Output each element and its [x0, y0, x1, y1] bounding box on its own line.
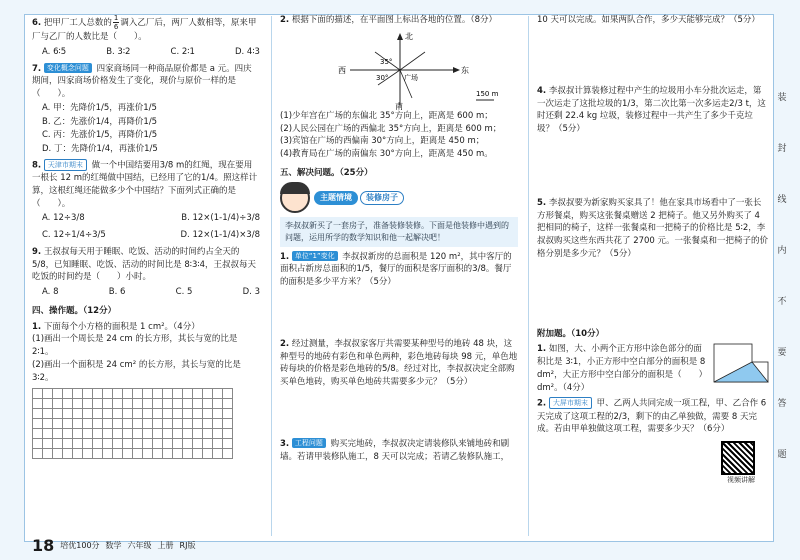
option-a[interactable]: A. 甲：先降价1/5，再涨价1/5 [42, 102, 157, 113]
theme-intro: 李叔叔新买了一套房子，准备装修装修。下面是他装修中遇到的问题，运用所学的数学知识和他一起解决吧！ [280, 217, 518, 247]
question-text: 调入乙厂后，两厂人数相等，原来甲厂与乙厂的人数比是（ ）。 [32, 18, 257, 42]
question-text: 购买完地砖，李叔叔决定请装修队来铺地砖和刷墙。若请甲装修队施工，8 天可以完成；若请乙装修队施工， [280, 438, 510, 462]
east-arrow-icon [453, 67, 460, 73]
sidebar-char: 答 [777, 399, 787, 409]
question-text: 如图，大、小两个正方形中涂色部分的面积比是 3∶1，小正方形中空白部分的面积是 8 dm²，大正方形中空白部分的面积是（ ）dm²。（4分） [537, 344, 708, 393]
question-text: 把甲厂工人总数的 [43, 18, 112, 28]
option-b[interactable]: B. 12×(1-1/4)÷3/8 [181, 213, 260, 224]
numerator: 1 [113, 14, 119, 22]
op2-item: (1)少年宫在广场的东偏北 35°方向上，距离是 600 m； [280, 110, 493, 121]
problem-3 [280, 438, 518, 464]
question-text: 李叔叔新房的总面积是 120 m²，其中客厅的面积占新房总面积的1/5，餐厅的面积是客厅面积的3/8。餐厅的面积是多少平方米？（5分） [280, 251, 512, 287]
sidebar-char: 封 [777, 144, 787, 154]
extra-1 [537, 343, 769, 394]
sidebar-char: 线 [777, 195, 787, 205]
question-text: 李叔叔要为新家购买家具了！他在家具市场看中了一张长方形餐桌，购买这张餐桌赠送 2 把椅子。他又另外购买了 4 把相同的椅子，这样一张餐桌和一把椅子的价格比是 5∶2，李叔叔购买这些东西共花了 2700 元。一张餐桌和一把椅子的价格分别是多少元？（5分） [537, 197, 769, 259]
question-number: 2. [280, 338, 290, 349]
option-c[interactable]: C. 5 [175, 287, 193, 297]
question-number: 3. [280, 438, 290, 449]
west-label: 西 [338, 65, 346, 75]
section-heading: 五、解决问题。（25分） [280, 167, 373, 178]
options [42, 229, 260, 242]
scale-label: 150 m [476, 89, 499, 98]
option-c[interactable]: C. 丙：先涨价1/5，再降价1/5 [42, 130, 158, 141]
question-text: 经过测量，李叔叔家客厅共需要某种型号的地砖 48 块，这种型号的地砖有彩色和单色两种，彩色地砖每块 98 元，单色地砖每块的价格是彩色地砖的5/8。经过对比，李叔叔决定全部购买单色地砖，购买单色地砖共需要多少元？（5分） [280, 338, 518, 387]
problem-1 [280, 251, 518, 289]
sidebar-char: 内 [777, 246, 787, 256]
qr-code-icon[interactable] [721, 441, 755, 475]
section-heading: 附加题。（10分） [537, 328, 605, 339]
direction-ray [400, 52, 425, 70]
option-b[interactable]: B. 乙：先涨价1/4，再降价1/5 [42, 116, 158, 127]
girl-avatar-icon [280, 183, 310, 213]
binding-line-sidebar [774, 90, 790, 498]
sidebar-char: 要 [777, 348, 787, 358]
options [42, 46, 260, 59]
term: 上册 [157, 541, 174, 550]
extra-2 [537, 397, 769, 436]
answer-space[interactable] [537, 139, 769, 197]
angle-label: 30° [376, 73, 389, 82]
squares-figure [713, 343, 769, 383]
question-number: 8. [32, 160, 42, 171]
option-b[interactable]: B. 3∶2 [106, 46, 131, 57]
qr-label: 视频讲解 [727, 476, 755, 484]
column-left [32, 14, 260, 462]
south-label: 南 [395, 101, 403, 110]
center-label: 广场 [404, 73, 418, 82]
op2-item: (3)宾馆在广场的西偏南 30°方向上，距离是 450 m； [280, 136, 485, 147]
east-label: 东 [461, 65, 469, 75]
question-text: 四家商场同一种商品原价都是 a 元。四庆期间，四家商场价格发生了变化，现价与原价一样的是（ ）。 [32, 63, 252, 99]
problem-2 [280, 338, 518, 389]
operation-2 [280, 14, 518, 27]
options [42, 212, 260, 225]
question-number: 1. [280, 251, 290, 262]
option-a[interactable]: A. 6∶5 [42, 46, 67, 57]
theme-tag: 主题情境 [314, 191, 358, 205]
question-text: 10 天可以完成。如果两队合作，多少天能够完成？（5分） [537, 15, 760, 25]
denominator: 6 [113, 23, 119, 31]
column-divider [528, 16, 529, 536]
theme-title: 装修房子 [360, 191, 404, 205]
question-6 [32, 14, 260, 59]
book-title: 培优100分 [60, 541, 100, 550]
question-text: 甲、乙两人共同完成一项工程，甲、乙合作 6 天完成了这项工程的2/3，剩下的由乙单独做，需要 8 天完成。若由甲单独做这项工程，需要多少天？（6分） [537, 398, 767, 435]
north-label: 北 [405, 31, 413, 41]
question-number: 2. [280, 15, 290, 25]
option-a[interactable]: A. 12÷3/8 [42, 213, 85, 224]
question-number: 1. [537, 344, 547, 355]
question-text: 根据下面的描述，在平面图上标出各地的位置。（8分） [291, 15, 498, 25]
option-b[interactable]: B. 6 [108, 287, 126, 297]
qr-block [537, 439, 755, 486]
drawing-grid[interactable] [32, 388, 233, 459]
north-arrow-icon [397, 33, 403, 40]
option-c[interactable]: C. 12÷1/4÷3/5 [42, 230, 106, 240]
operation-1 [32, 321, 260, 460]
question-8 [32, 159, 260, 242]
question-7 [32, 63, 260, 156]
theme-banner [280, 183, 518, 213]
option-c[interactable]: C. 2∶1 [170, 46, 195, 57]
edition: RJ版 [179, 541, 196, 550]
question-number: 7. [32, 63, 42, 74]
question-tag: 工程问题 [292, 438, 326, 448]
question-text: 王叔叔每天用于睡眠、吃饭、活动的时间约占全天的5/8，已知睡眠、吃饭、活动的时间比是 8∶3∶4，王叔叔每天吃饭的时间约是（ ）小时。 [32, 246, 257, 283]
question-number: 4. [537, 85, 547, 96]
sidebar-char: 题 [777, 450, 787, 460]
option-d[interactable]: D. 丁：先降价1/4，再涨价1/5 [42, 144, 158, 154]
question-tag: 大屏市期末 [549, 397, 592, 409]
question-text: 李叔叔计算装修过程中产生的垃圾用小车分批次运走，第一次运走了这批垃圾的1/3，第二次比第一次多运走2/3 t，这时还剩 22.4 kg 垃圾，装修过程中一共产生了多少千克垃圾？（5分） [537, 85, 766, 134]
page-number: 18 [32, 536, 55, 555]
grade: 六年级 [127, 541, 152, 550]
option-d[interactable]: D. 3 [242, 287, 260, 297]
question-number: 1. [32, 321, 42, 332]
answer-space[interactable] [280, 392, 518, 438]
question-tag: 变化概念问题 [44, 63, 92, 73]
compass-map[interactable] [280, 30, 510, 110]
sidebar-char: 装 [777, 93, 787, 103]
problem-4 [537, 85, 769, 136]
question-number: 5. [537, 197, 547, 208]
question-text: 做一个中国结要用3/8 m的红绳，现在要用一根长 12 m的红绳做中国结，已经用了它的1/4。照这样计算，这根红绳还能做多少个中国结？下面列式正确的是（ ）。 [32, 160, 258, 209]
question-number: 6. [32, 18, 42, 28]
problem-5 [537, 197, 769, 261]
sidebar-char: 不 [777, 297, 787, 307]
op2-item: (2)人民公园在广场的西偏北 35°方向上，距离是 600 m； [280, 123, 502, 134]
question-number: 2. [537, 398, 547, 409]
question-text: 下面每个小方格的面积是 1 cm²。（4分） [43, 321, 200, 332]
question-tag: 天津市期末 [44, 159, 87, 171]
sub-question: (2)画出一个面积是 24 cm² 的长方形，其长与宽的比是 3∶2。 [32, 359, 241, 383]
question-number: 9. [32, 246, 42, 257]
page-footer [32, 536, 195, 555]
column-right [537, 14, 769, 486]
section-heading: 四、操作题。（12分） [32, 305, 117, 316]
answer-space[interactable] [537, 264, 769, 322]
column-middle [280, 14, 518, 466]
options [42, 286, 260, 299]
option-d[interactable]: D. 12×(1-1/4)×3/8 [180, 230, 260, 240]
column-divider [271, 16, 272, 536]
sub-question: (1)画出一个周长是 24 cm 的长方形，其长与宽的比是 2∶1。 [32, 334, 238, 357]
angle-label: 35° [380, 57, 393, 66]
subject: 数学 [105, 541, 122, 550]
question-9 [32, 246, 260, 299]
answer-space[interactable] [537, 27, 769, 85]
answer-space[interactable] [280, 292, 518, 338]
option-d[interactable]: D. 4∶3 [234, 46, 260, 57]
op2-item: (4)教育局在广场的南偏东 30°方向上，距离是 450 m。 [280, 149, 493, 159]
option-a[interactable]: A. 8 [42, 287, 59, 297]
fraction [113, 14, 119, 31]
question-tag: 单位“1”变化 [292, 251, 338, 261]
